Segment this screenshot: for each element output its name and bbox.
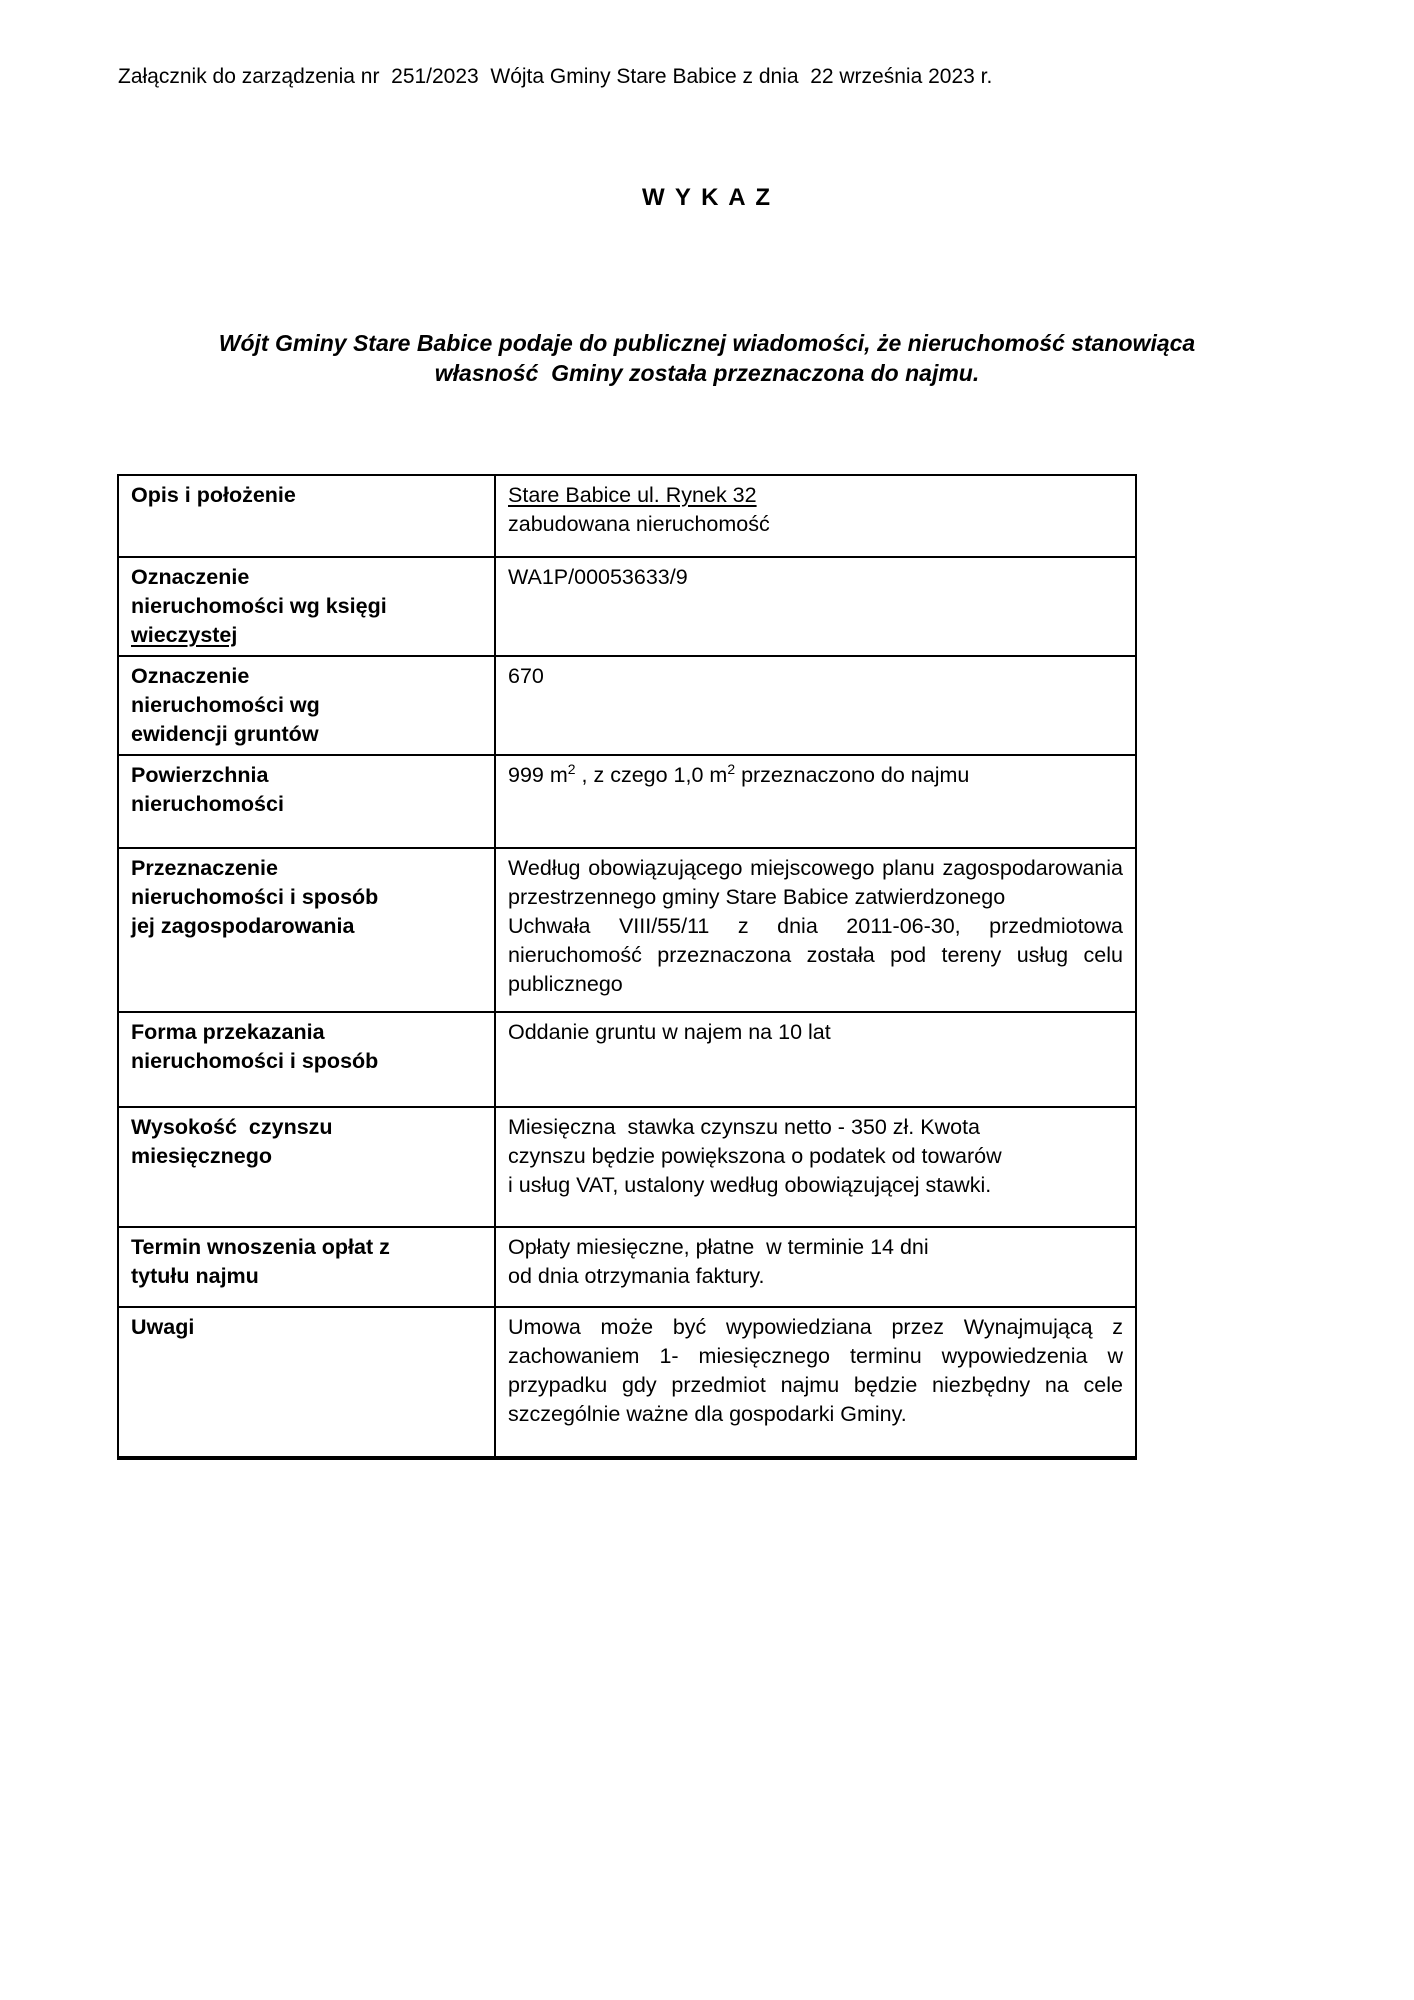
row-value <box>495 557 1136 656</box>
table-row <box>118 848 1136 1012</box>
row-label <box>118 1012 495 1107</box>
value-line: Oddanie gruntu w najem na 10 lat <box>508 1020 831 1044</box>
label-line: miesięcznego <box>131 1144 272 1168</box>
attachment-note: Załącznik do zarządzenia nr 251/2023 Wójta Gminy Stare Babice z dnia 22 września 2023 r. <box>118 65 993 88</box>
value-line: Miesięczna stawka czynszu netto - 350 zł. Kwota <box>508 1115 981 1139</box>
label-line: Termin wnoszenia opłat z <box>131 1235 390 1259</box>
label-line: Wysokość czynszu <box>131 1115 333 1139</box>
value-line <box>508 761 1123 790</box>
row-label <box>118 557 495 656</box>
table-row <box>118 1107 1136 1227</box>
document-title: W Y K A Z <box>641 184 772 211</box>
subtitle-line: Wójt Gminy Stare Babice podaje do publicznej wiadomości, że nieruchomość stanowiąca <box>218 330 1196 356</box>
table-row <box>118 1012 1136 1107</box>
label-line: nieruchomości wg <box>131 693 320 717</box>
label-line: nieruchomości <box>131 792 284 816</box>
row-label <box>118 475 495 557</box>
value-line: zabudowana nieruchomość <box>508 512 770 536</box>
row-value <box>495 848 1136 1012</box>
row-label <box>118 1227 495 1307</box>
label-line: Oznaczenie <box>131 565 250 589</box>
value-line: i usług VAT, ustalony według obowiązującej stawki. <box>508 1173 992 1197</box>
value-paragraph: Według obowiązującego miejscowego planu zagospodarowania przestrzennego gminy Stare Babice zatwierdzonego <box>508 856 1123 909</box>
row-value <box>495 1012 1136 1107</box>
label-line: Forma przekazania <box>131 1020 325 1044</box>
superscript: 2 <box>727 760 736 777</box>
value-segment: , z czego 1,0 m <box>575 763 728 787</box>
row-value <box>495 1107 1136 1227</box>
row-value <box>495 1307 1136 1458</box>
value-line: Opłaty miesięczne, płatne w terminie 14 dni <box>508 1235 929 1259</box>
row-label <box>118 755 495 848</box>
subtitle-line: własność Gminy została przeznaczona do najmu. <box>434 360 980 386</box>
label-line: nieruchomości i sposób <box>131 885 379 909</box>
row-label <box>118 1107 495 1227</box>
row-value <box>495 1227 1136 1307</box>
label-line: tytułu najmu <box>131 1264 259 1288</box>
label-line: Oznaczenie <box>131 664 250 688</box>
label-line: jej zagospodarowania <box>131 914 355 938</box>
table-row <box>118 557 1136 656</box>
superscript: 2 <box>567 760 576 777</box>
table-row <box>118 1227 1136 1307</box>
table-row <box>118 656 1136 755</box>
row-label <box>118 848 495 1012</box>
row-value <box>495 755 1136 848</box>
value-line: od dnia otrzymania faktury. <box>508 1264 765 1288</box>
row-label <box>118 656 495 755</box>
label-line: nieruchomości i sposób <box>131 1049 379 1073</box>
value-paragraph: Umowa może być wypowiedziana przez Wynajmującą z zachowaniem 1- miesięcznego terminu wypowiedzenia w przypadku gdy przedmiot najmu będzie niezbędny na cele szczególnie ważne dla gospodarki Gminy. <box>508 1315 1123 1426</box>
value-paragraph: Uchwała VIII/55/11 z dnia 2011-06-30, przedmiotowa nieruchomość przeznaczona została pod tereny usług celu publicznego <box>508 914 1123 996</box>
row-value <box>495 475 1136 557</box>
value-segment: 999 m <box>508 763 568 787</box>
value-line: czynszu będzie powiększona o podatek od towarów <box>508 1144 1002 1168</box>
table-row <box>118 755 1136 848</box>
label-line-underlined: wieczystej <box>131 623 238 647</box>
table-row <box>118 475 1136 557</box>
value-line: WA1P/00053633/9 <box>508 565 688 589</box>
label-line: Powierzchnia <box>131 763 269 787</box>
row-label <box>118 1307 495 1458</box>
label-line: nieruchomości wg księgi <box>131 594 387 618</box>
document-subtitle <box>0 328 1414 388</box>
row-value <box>495 656 1136 755</box>
property-listing-table <box>117 474 1137 1460</box>
label-line: Przeznaczenie <box>131 856 278 880</box>
value-line: 670 <box>508 664 544 688</box>
table-row <box>118 1307 1136 1458</box>
label-line: Opis i położenie <box>131 483 296 507</box>
label-line: ewidencji gruntów <box>131 722 319 746</box>
label-line: Uwagi <box>131 1315 195 1339</box>
value-segment: przeznaczono do najmu <box>735 763 970 787</box>
value-line-underlined: Stare Babice ul. Rynek 32 <box>508 483 757 507</box>
